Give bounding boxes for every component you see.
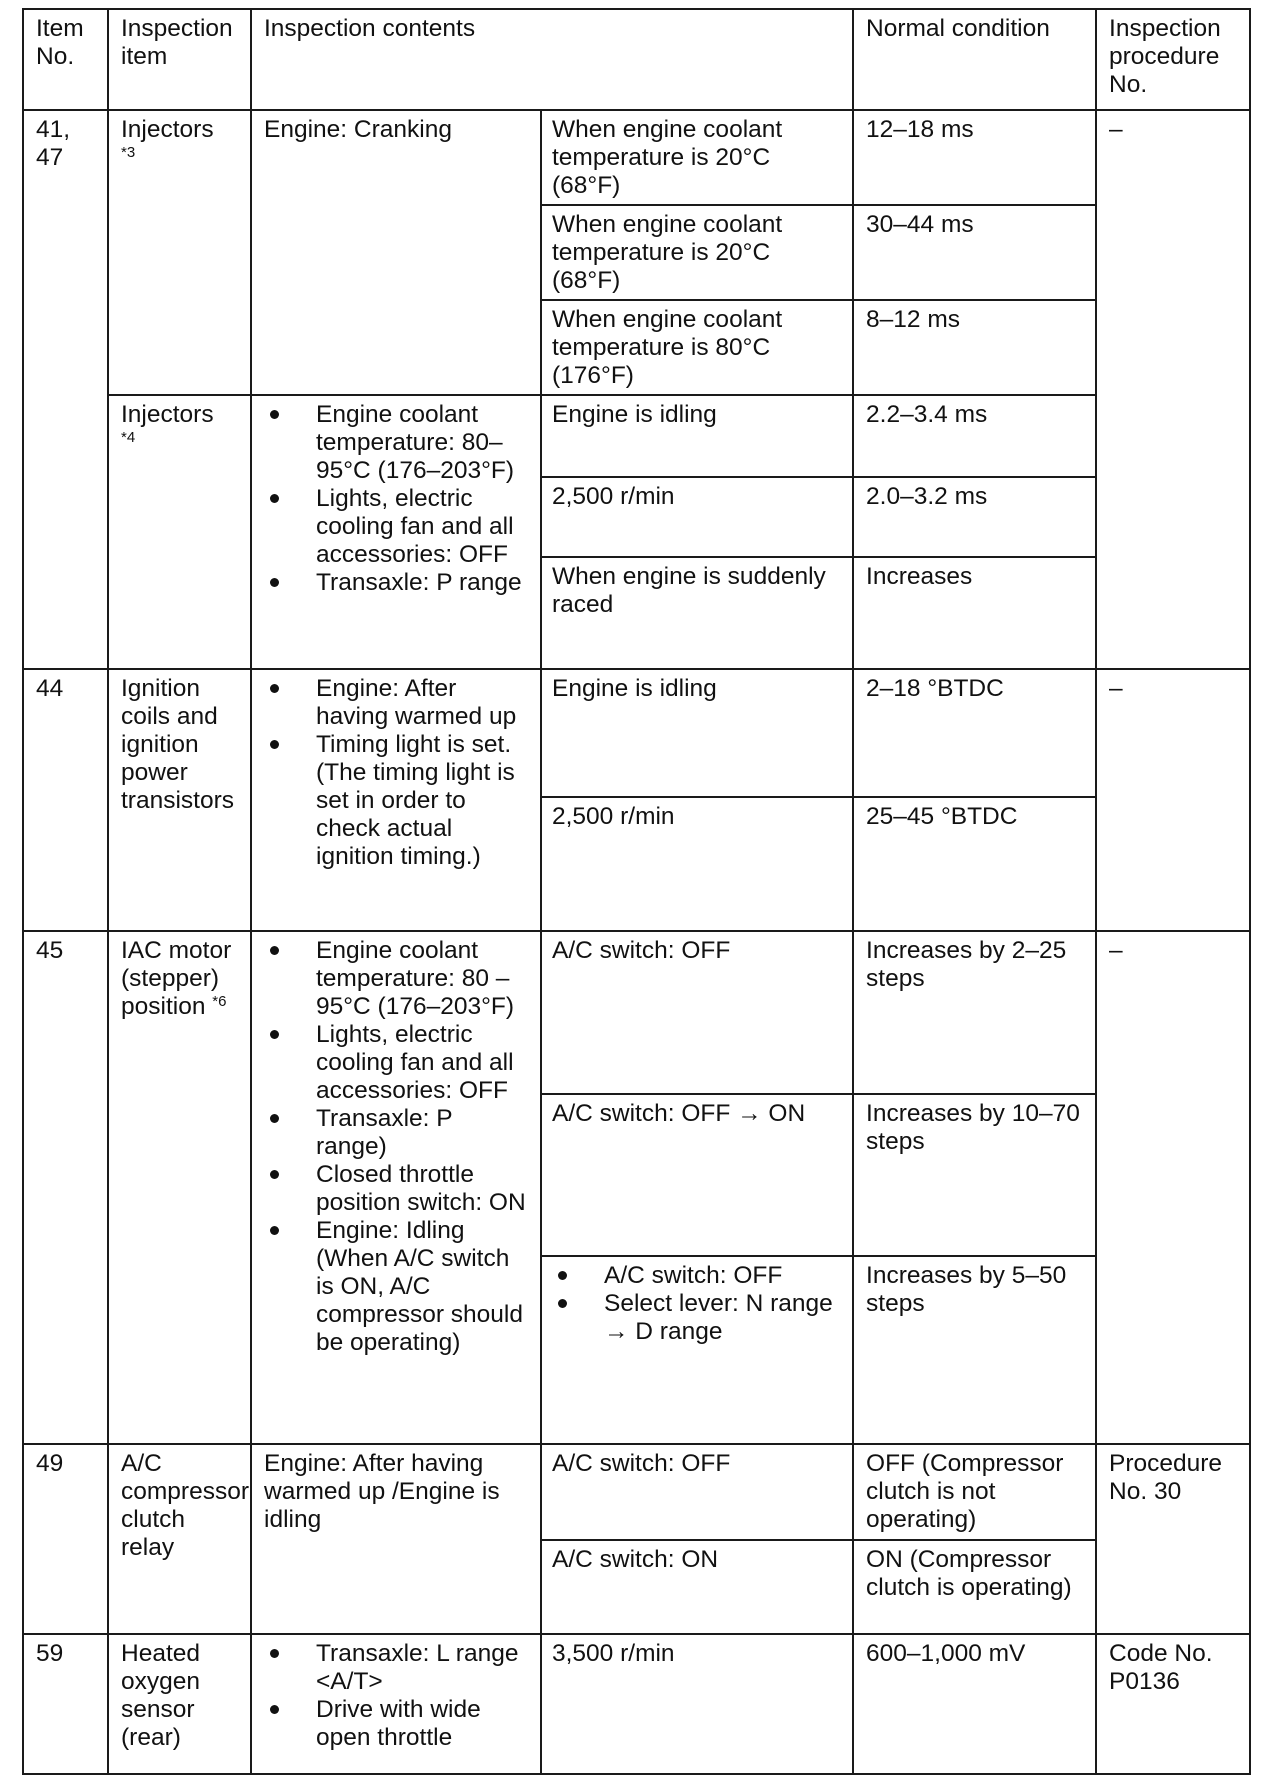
normal-cell: 12–18 ms [853, 110, 1096, 205]
header-row [23, 9, 1250, 110]
list-item: Engine: Idling [264, 1217, 528, 1245]
normal-cell: OFF (Compressor clutch is not operating) [853, 1444, 1096, 1540]
contents-cell [251, 1634, 541, 1774]
table-row [23, 669, 1250, 797]
item-no-cell: 44 [23, 669, 108, 931]
list-item: Lights, electric cooling fan and all accessories: OFF [264, 1021, 528, 1105]
item-name-cell [108, 110, 251, 395]
item-no-cell: 59 [23, 1634, 108, 1774]
normal-cell: Increases by 2–25 steps [853, 931, 1096, 1094]
normal-cell: 2–18 °BTDC [853, 669, 1096, 797]
condition-cell: When engine coolant temperature is 80°C (176°F) [541, 300, 853, 395]
condition-list [264, 937, 528, 1245]
list-item: Closed throttle position switch: ON [264, 1161, 528, 1217]
item-footnote: *3 [121, 144, 136, 161]
normal-cell: Increases by 5–50 steps [853, 1256, 1096, 1444]
item-name-cell: Ignition coils and ignition power transistors [108, 669, 251, 931]
contents-cell: Engine: After having warmed up /Engine is idling [251, 1444, 541, 1634]
header-normal-condition: Normal condition [853, 9, 1096, 110]
condition-cell: When engine coolant temperature is 20°C (68°F) [541, 110, 853, 205]
condition-cell: When engine coolant temperature is 20°C (68°F) [541, 205, 853, 300]
condition-cell: Engine is idling [541, 669, 853, 797]
normal-cell: 2.2–3.4 ms [853, 395, 1096, 477]
procedure-cell: – [1096, 669, 1250, 931]
procedure-cell: Procedure No. 30 [1096, 1444, 1250, 1634]
inspection-table-page [22, 8, 1249, 1775]
normal-cell: 8–12 ms [853, 300, 1096, 395]
list-item: Drive with wide open throttle [264, 1696, 528, 1752]
list-item: Engine: After having warmed up [264, 675, 528, 731]
item-name-cell: A/C compressor clutch relay [108, 1444, 251, 1634]
header-procedure-no: Inspection procedure No. [1096, 9, 1250, 110]
list-item: Transaxle: L range <A/T> [264, 1640, 528, 1696]
normal-cell: 600–1,000 mV [853, 1634, 1096, 1774]
condition-cell: Engine is idling [541, 395, 853, 477]
condition-cell: 2,500 r/min [541, 477, 853, 557]
condition-cell: A/C switch: OFF [541, 931, 853, 1094]
header-inspection-contents: Inspection contents [251, 9, 853, 110]
list-item: A/C switch: OFF [552, 1262, 840, 1290]
item-name: Injectors [121, 401, 214, 428]
condition-list [552, 1262, 840, 1346]
procedure-cell: Code No. P0136 [1096, 1634, 1250, 1774]
procedure-cell: – [1096, 110, 1250, 669]
inspection-table [22, 8, 1251, 1775]
table-row [23, 110, 1250, 205]
list-item: Select lever: N range → D range [552, 1290, 840, 1346]
condition-cell: A/C switch: OFF [541, 1444, 853, 1540]
condition-cell [541, 1256, 853, 1444]
condition-cell: A/C switch: OFF → ON [541, 1094, 853, 1256]
contents-cell: Engine: Cranking [251, 110, 541, 395]
item-footnote: *4 [121, 429, 136, 446]
header-inspection-item: Inspection item [108, 9, 251, 110]
normal-cell: Increases [853, 557, 1096, 669]
item-name: Injectors [121, 116, 214, 143]
item-name-cell: Heated oxygen sensor (rear) [108, 1634, 251, 1774]
list-item: Engine coolant temperature: 80 – 95°C (176–203°F) [264, 937, 528, 1021]
normal-cell: ON (Compressor clutch is operating) [853, 1540, 1096, 1634]
contents-cell [251, 931, 541, 1444]
header-item-no: Item No. [23, 9, 108, 110]
normal-cell: Increases by 10–70 steps [853, 1094, 1096, 1256]
list-item: Engine coolant temperature: 80–95°C (176–203°F) [264, 401, 528, 485]
contents-note: (The timing light is set in order to check actual ignition timing.) [316, 759, 515, 870]
table-row [23, 931, 1250, 1094]
table-row [23, 1634, 1250, 1774]
condition-list [264, 1640, 528, 1752]
procedure-cell: – [1096, 931, 1250, 1444]
table-row [23, 395, 1250, 477]
list-item: Transaxle: P range [264, 569, 528, 597]
normal-cell: 2.0–3.2 ms [853, 477, 1096, 557]
contents-cell [251, 669, 541, 931]
item-name: IAC motor (stepper) position [121, 937, 232, 1020]
condition-cell: 3,500 r/min [541, 1634, 853, 1774]
condition-list [264, 401, 528, 597]
contents-cell [251, 395, 541, 669]
normal-cell: 30–44 ms [853, 205, 1096, 300]
item-no-cell: 45 [23, 931, 108, 1444]
condition-cell: When engine is suddenly raced [541, 557, 853, 669]
list-item: Timing light is set. [264, 731, 528, 759]
item-no-cell: 41, 47 [23, 110, 108, 669]
condition-cell: A/C switch: ON [541, 1540, 853, 1634]
condition-cell: 2,500 r/min [541, 797, 853, 931]
item-name-cell [108, 931, 251, 1444]
list-item: Transaxle: P range) [264, 1105, 528, 1161]
item-footnote: *6 [212, 993, 227, 1010]
normal-cell: 25–45 °BTDC [853, 797, 1096, 931]
table-row [23, 1444, 1250, 1540]
condition-list [264, 675, 528, 759]
contents-note: (When A/C switch is ON, A/C compressor should be operating) [316, 1245, 523, 1356]
item-name-cell [108, 395, 251, 669]
list-item: Lights, electric cooling fan and all accessories: OFF [264, 485, 528, 569]
item-no-cell: 49 [23, 1444, 108, 1634]
